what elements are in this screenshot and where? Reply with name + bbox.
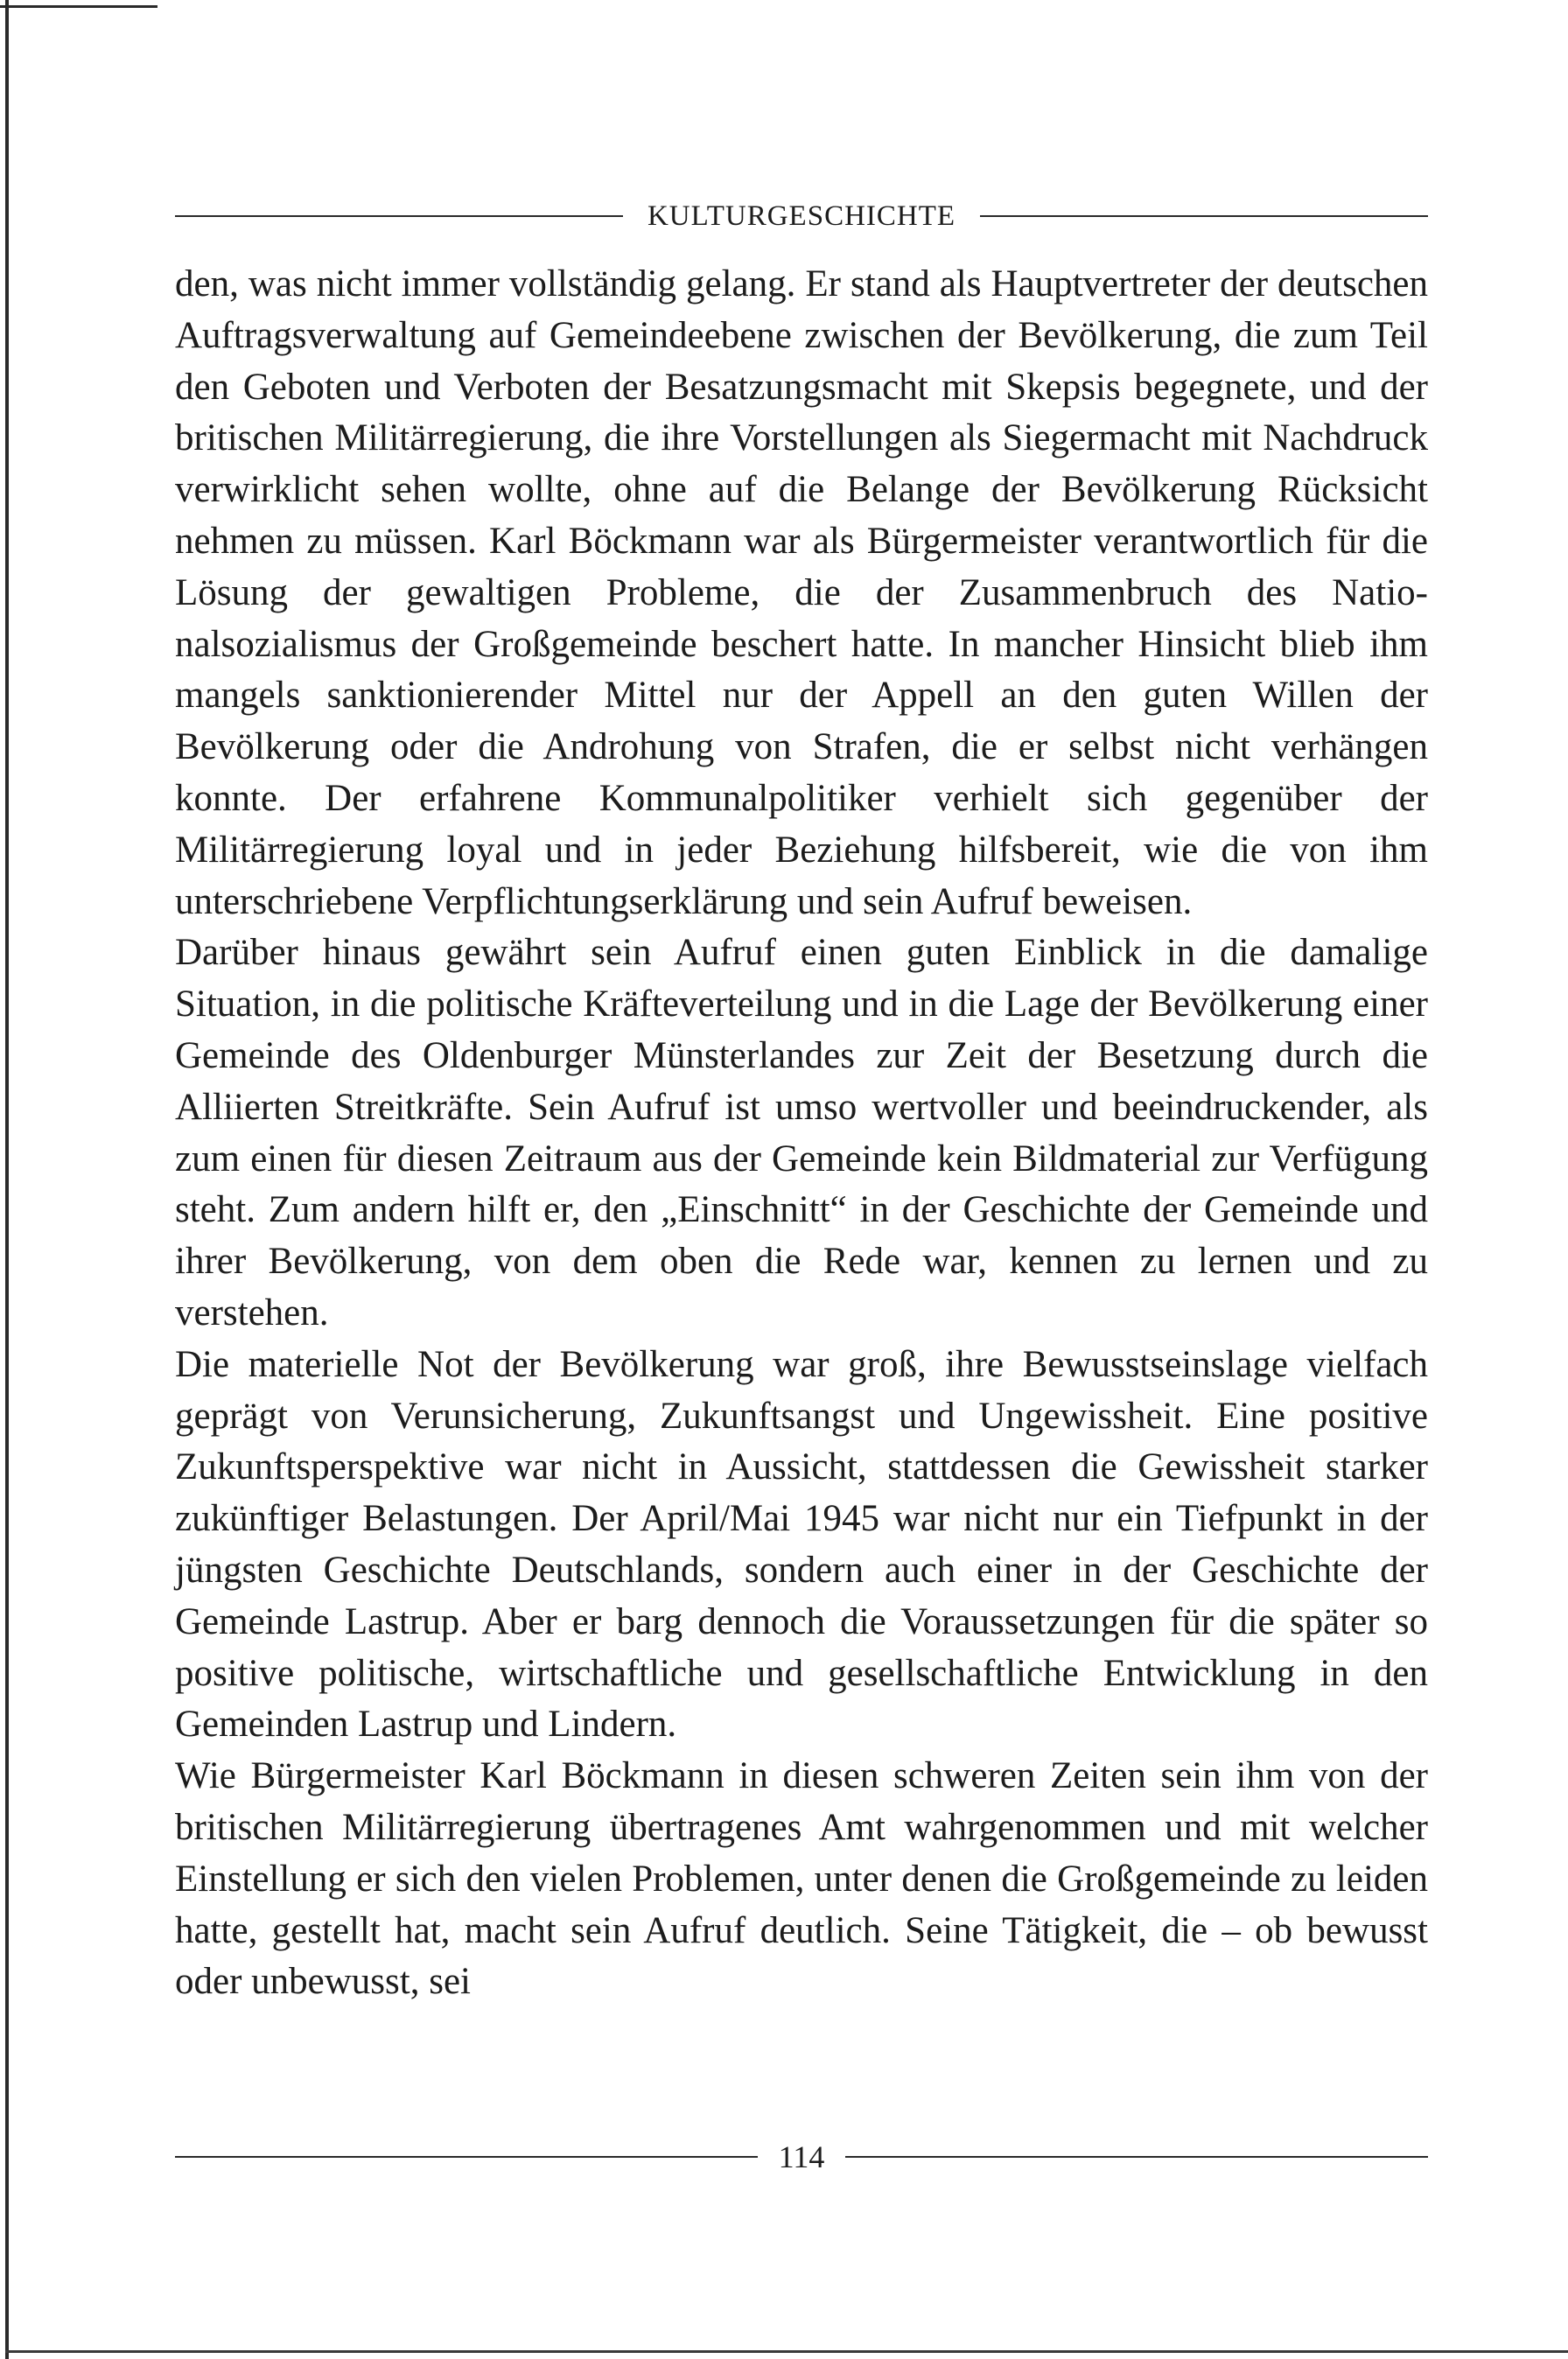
scan-edge-left xyxy=(5,0,9,2359)
scan-edge-bottom xyxy=(5,2350,1568,2353)
page-number: 114 xyxy=(778,2139,825,2174)
running-header xyxy=(175,194,1428,238)
footer-rule-left xyxy=(175,2156,758,2158)
header-rule-left xyxy=(175,215,623,217)
paragraph: Wie Bürgermeister Karl Böckmann in diesen schweren Zeiten sein ihm von der britischen Militärregierung übertragenes Amt wahrgenommen und mit welcher Einstellung er sich den vielen Problemen, unter denen die Großgemeinde zu leiden hatte, gestellt hat, macht sein Aufruf deutlich. Seine Tätigkeit, die – ob bewusst oder unbewusst, sei xyxy=(175,1755,1428,2003)
paragraph: den, was nicht immer vollständig gelang. Er stand als Hauptvertreter der deutschen Auftragsverwaltung auf Gemeindeebene zwischen der Bevölkerung, die zum Teil den Geboten und Verboten der Besatzungsmacht mit Skepsis begegnete, und der britischen Militärregierung, die ihre Vorstellungen als Siegermacht mit Nachdruck verwirklicht sehen wollte, ohne auf die Belange der Bevölkerung Rücksicht nehmen zu müssen. Karl Böckmann war als Bürgermeister verantwortlich für die Lösung der gewaltigen Probleme, die der Zusammenbruch des Nationalsozialismus der Großgemeinde beschert hatte. In mancher Hinsicht blieb ihm mangels sanktionierender Mittel nur der Appell an den guten Willen der Bevölkerung oder die Androhung von Strafen, die er selbst nicht verhängen konnte. Der erfahrene Kommunalpolitiker verhielt sich gegenüber der Militärregierung loyal und in jeder Beziehung hilfsbereit, wie die von ihm unterschriebene Verpflichtungserklärung und sein Aufruf beweisen. xyxy=(175,263,1428,922)
header-rule-right xyxy=(980,215,1428,217)
footer-rule-right xyxy=(845,2156,1428,2158)
scan-edge-top xyxy=(0,5,158,8)
paragraph: Darüber hinaus gewährt sein Aufruf einen guten Einblick in die damalige Situation, in die politische Kräfteverteilung und in die Lage der Bevölkerung einer Gemeinde des Oldenburger Münsterlandes zur Zeit der Besetzung durch die Alliierten Streitkräfte. Sein Aufruf ist umso wertvoller und beeindruckender, als zum einen für diesen Zeitraum aus der Gemeinde kein Bildmaterial zur Verfügung steht. Zum andern hilft er, den „Einschnitt“ in der Geschichte der Gemeinde und ihrer Bevölkerung, von dem oben die Rede war, kennen zu lernen und zu verstehen. xyxy=(175,932,1428,1334)
body-text xyxy=(175,259,1428,2008)
section-title: KULTURGESCHICHTE xyxy=(647,200,956,232)
paragraph: Die materielle Not der Bevölkerung war groß, ihre Bewusstseinslage vielfach geprägt von Verunsicherung, Zukunftsangst und Ungewissheit. Eine positive Zukunftsperspektive war nicht in Aussicht, stattdessen die Gewissheit starker zukünftiger Belastungen. Der April/Mai 1945 war nicht nur ein Tiefpunkt in der jüngsten Geschichte Deutschlands, sondern auch einer in der Geschichte der Gemeinde Lastrup. Aber er barg dennoch die Voraussetzungen für die später so positive politische, wirtschaftliche und gesellschaftliche Entwicklung in den Gemeinden Lastrup und Lindern. xyxy=(175,1343,1428,1746)
page-footer xyxy=(175,2135,1428,2179)
